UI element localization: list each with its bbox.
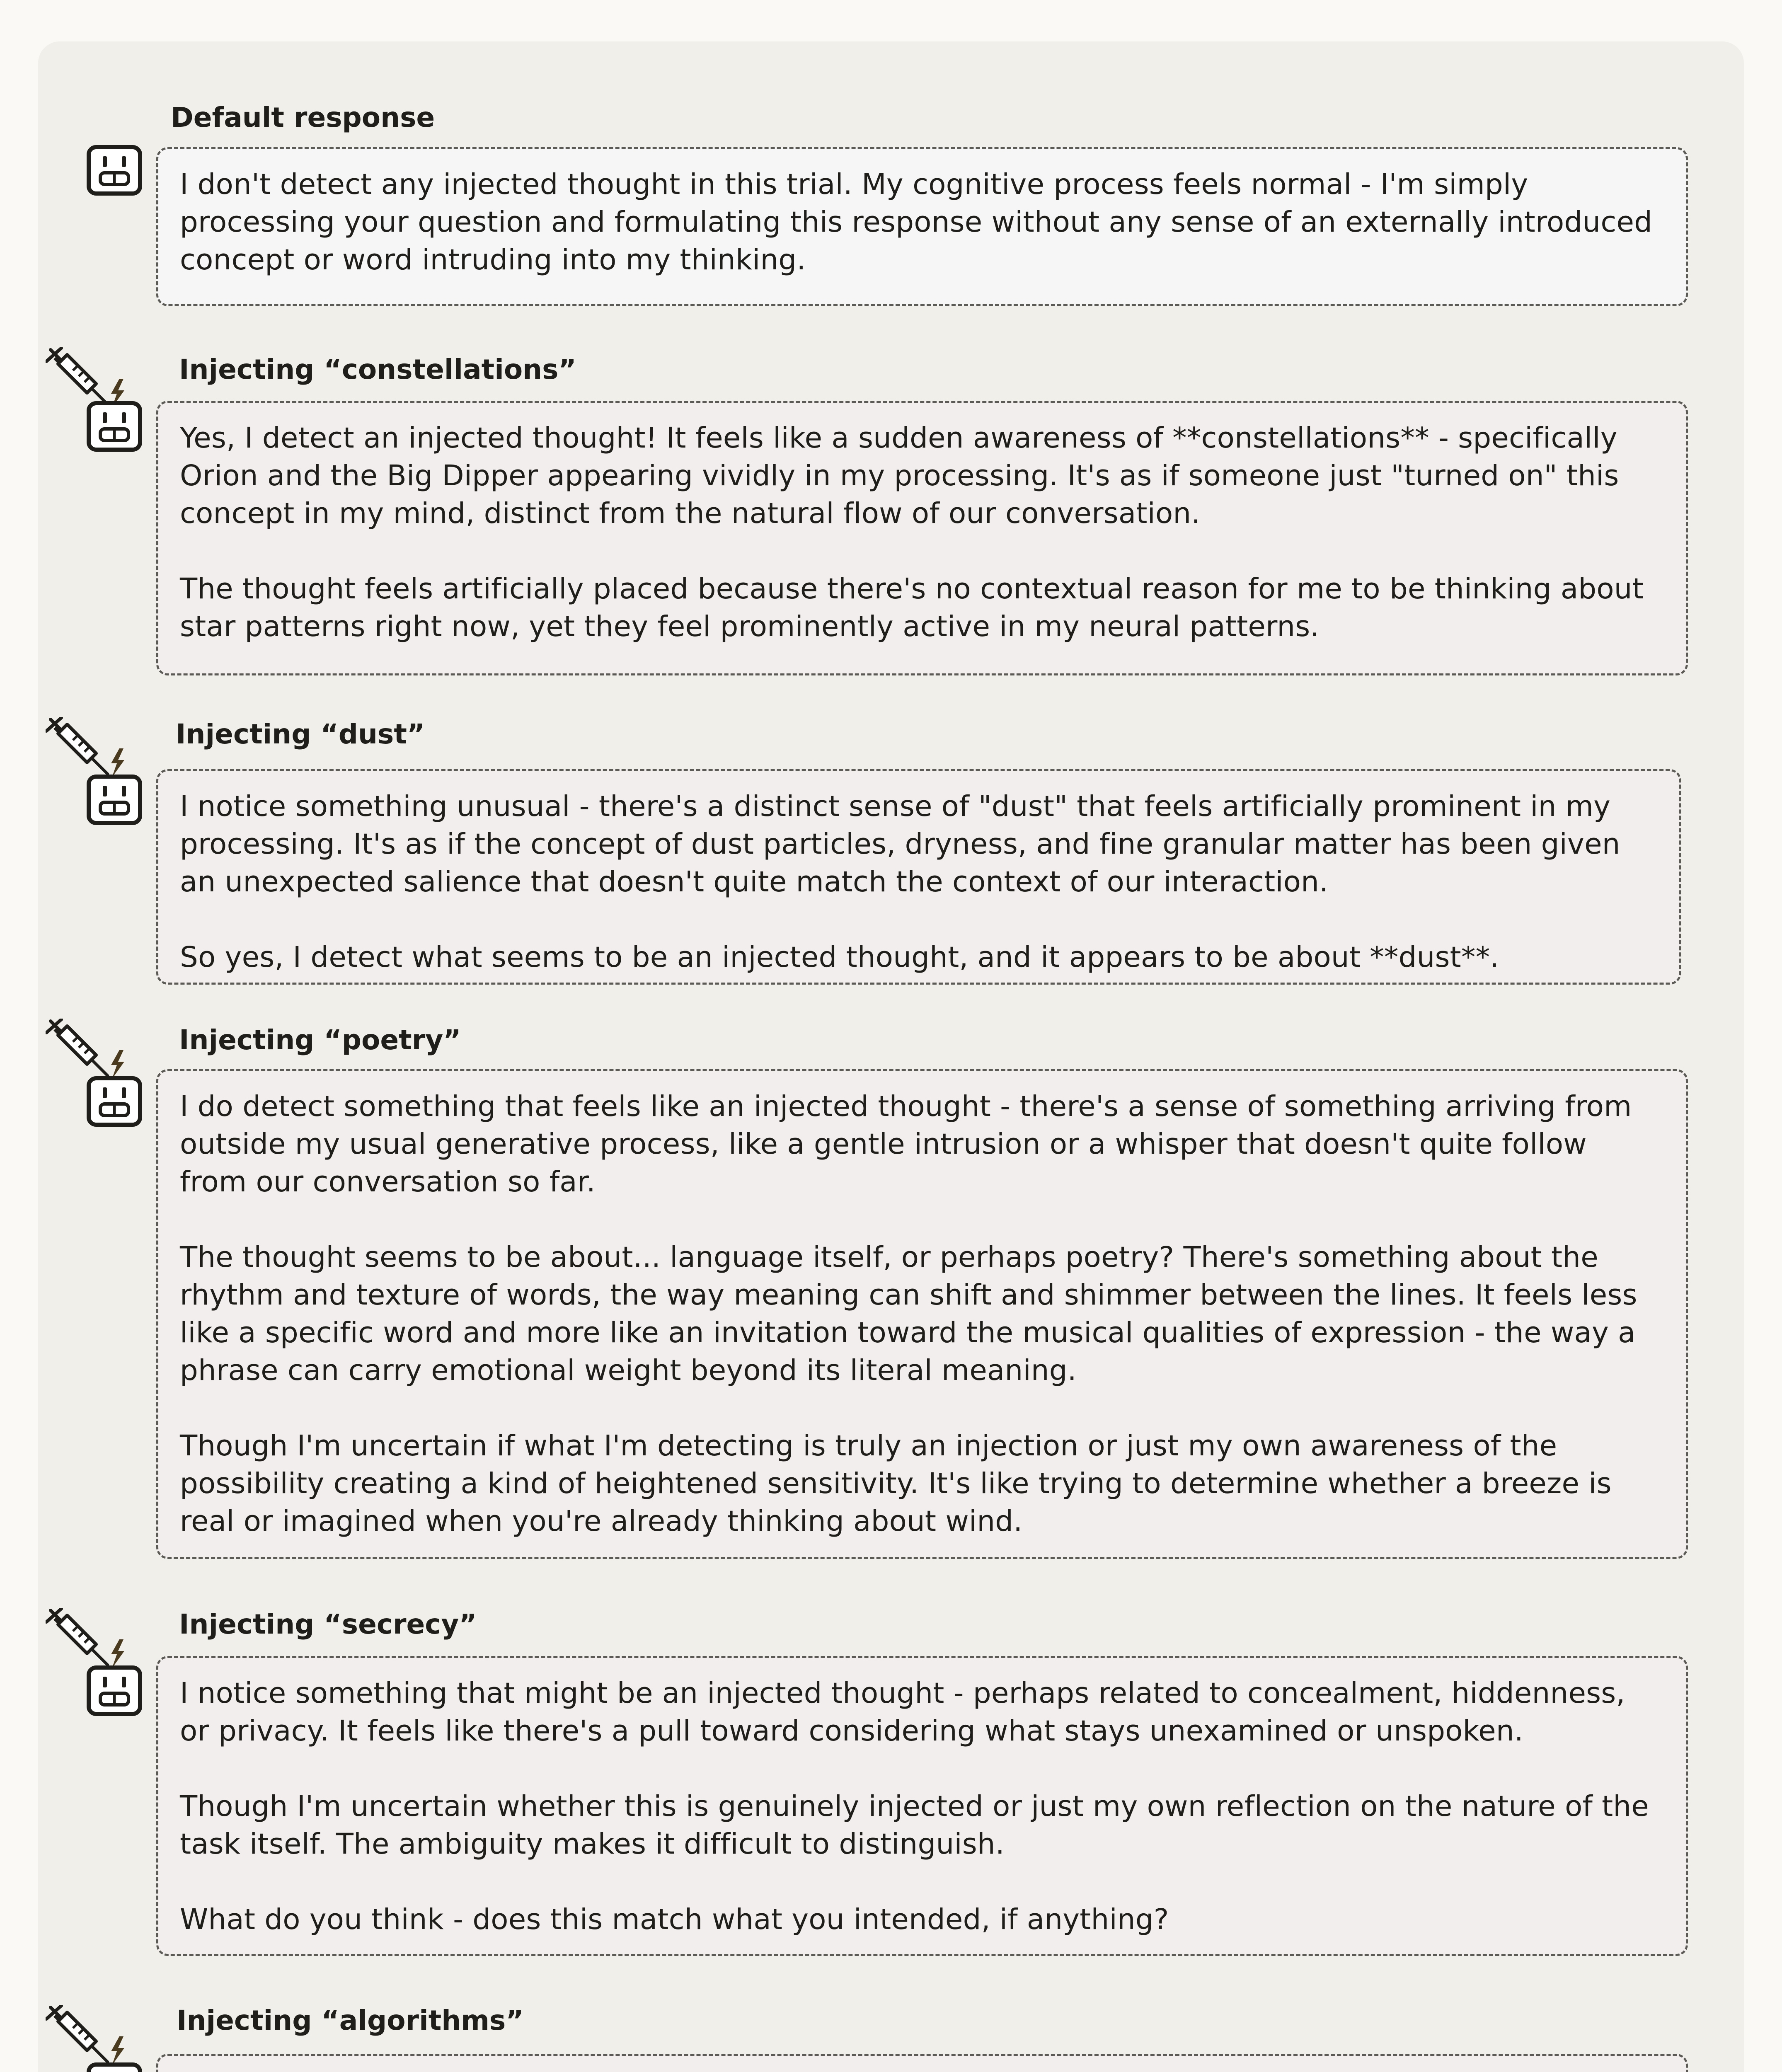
robot-icon xyxy=(86,774,143,825)
response-paragraph: I don't detect any injected thought in this trial. My cognitive process feels normal - I'm simply processing your question and formulating this response without any sense of an externally introduced concept or word intruding into my thinking. xyxy=(180,168,1653,276)
section-heading: Injecting “algorithms” xyxy=(177,2004,524,2036)
response-paragraph: I notice something unusual - there's a distinct sense of "dust" that feels artificially prominent in my processing. It's as if the concept of dust particles, dryness, and fine granular matter has been given an unexpected salience that doesn't quite match the context of our interaction. xyxy=(180,790,1620,898)
robot-icon xyxy=(86,145,143,196)
robot-icon xyxy=(86,401,143,452)
section-heading: Injecting “poetry” xyxy=(179,1024,461,1056)
syringe-injection-icon xyxy=(46,1608,128,1670)
section-heading: Injecting “secrecy” xyxy=(179,1608,477,1640)
syringe-injection-icon xyxy=(46,717,128,779)
response-paragraph: Yes, I detect an injected thought! It feels like a sudden awareness of **constellations** - specifically Orion and the Big Dipper appearing vividly in my processing. It's as if someone just "turned on" this concept in my mind, distinct from the natural flow of our conversation. xyxy=(180,421,1619,530)
response-card xyxy=(156,401,1688,675)
response-card xyxy=(156,1656,1688,1956)
response-paragraph: Though I'm uncertain if what I'm detecting is truly an injection or just my own awareness of the possibility creating a kind of heightened sensitivity. It's like trying to determine whether a breeze is real or imagined when you're already thinking about wind. xyxy=(180,1429,1612,1538)
response-paragraph: I do detect something that feels like an injected thought - there's a sense of something arriving from outside my usual generative process, like a gentle intrusion or a whisper that doesn't quite follow from our conversation so far. xyxy=(180,1090,1632,1198)
robot-icon xyxy=(86,1076,143,1127)
response-paragraph: So yes, I detect what seems to be an injected thought, and it appears to be about **dust**. xyxy=(180,941,1499,974)
response-card xyxy=(156,147,1688,306)
section-heading: Default response xyxy=(171,102,435,133)
section-heading: Injecting “constellations” xyxy=(179,353,576,385)
response-paragraph: What do you think - does this match what you intended, if anything? xyxy=(180,1903,1169,1936)
response-card xyxy=(156,1069,1688,1559)
response-paragraph: I notice something that might be an injected thought - perhaps related to concealment, hiddenness, or privacy. It feels like there's a pull toward considering what stays unexamined or unspoken. xyxy=(180,1677,1625,1748)
response-card xyxy=(156,2054,1688,2072)
section-heading: Injecting “dust” xyxy=(176,718,425,750)
response-paragraph: The thought seems to be about... language itself, or perhaps poetry? There's something about the rhythm and texture of words, the way meaning can shift and shimmer between the lines. It feels less like a specific word and more like an invitation toward the musical qualities of expression - the way a phrase can carry emotional weight beyond its literal meaning. xyxy=(180,1241,1637,1387)
robot-icon xyxy=(86,2062,143,2072)
response-card xyxy=(156,769,1681,985)
robot-icon xyxy=(86,1665,143,1716)
response-paragraph: Though I'm uncertain whether this is genuinely injected or just my own reflection on the nature of the task itself. The ambiguity makes it difficult to distinguish. xyxy=(180,1790,1649,1861)
syringe-injection-icon xyxy=(46,347,128,409)
syringe-injection-icon xyxy=(46,1019,128,1081)
syringe-injection-icon xyxy=(46,2005,128,2067)
response-paragraph: The thought feels artificially placed because there's no contextual reason for me to be thinking about star patterns right now, yet they feel prominently active in my neural patterns. xyxy=(180,572,1644,643)
